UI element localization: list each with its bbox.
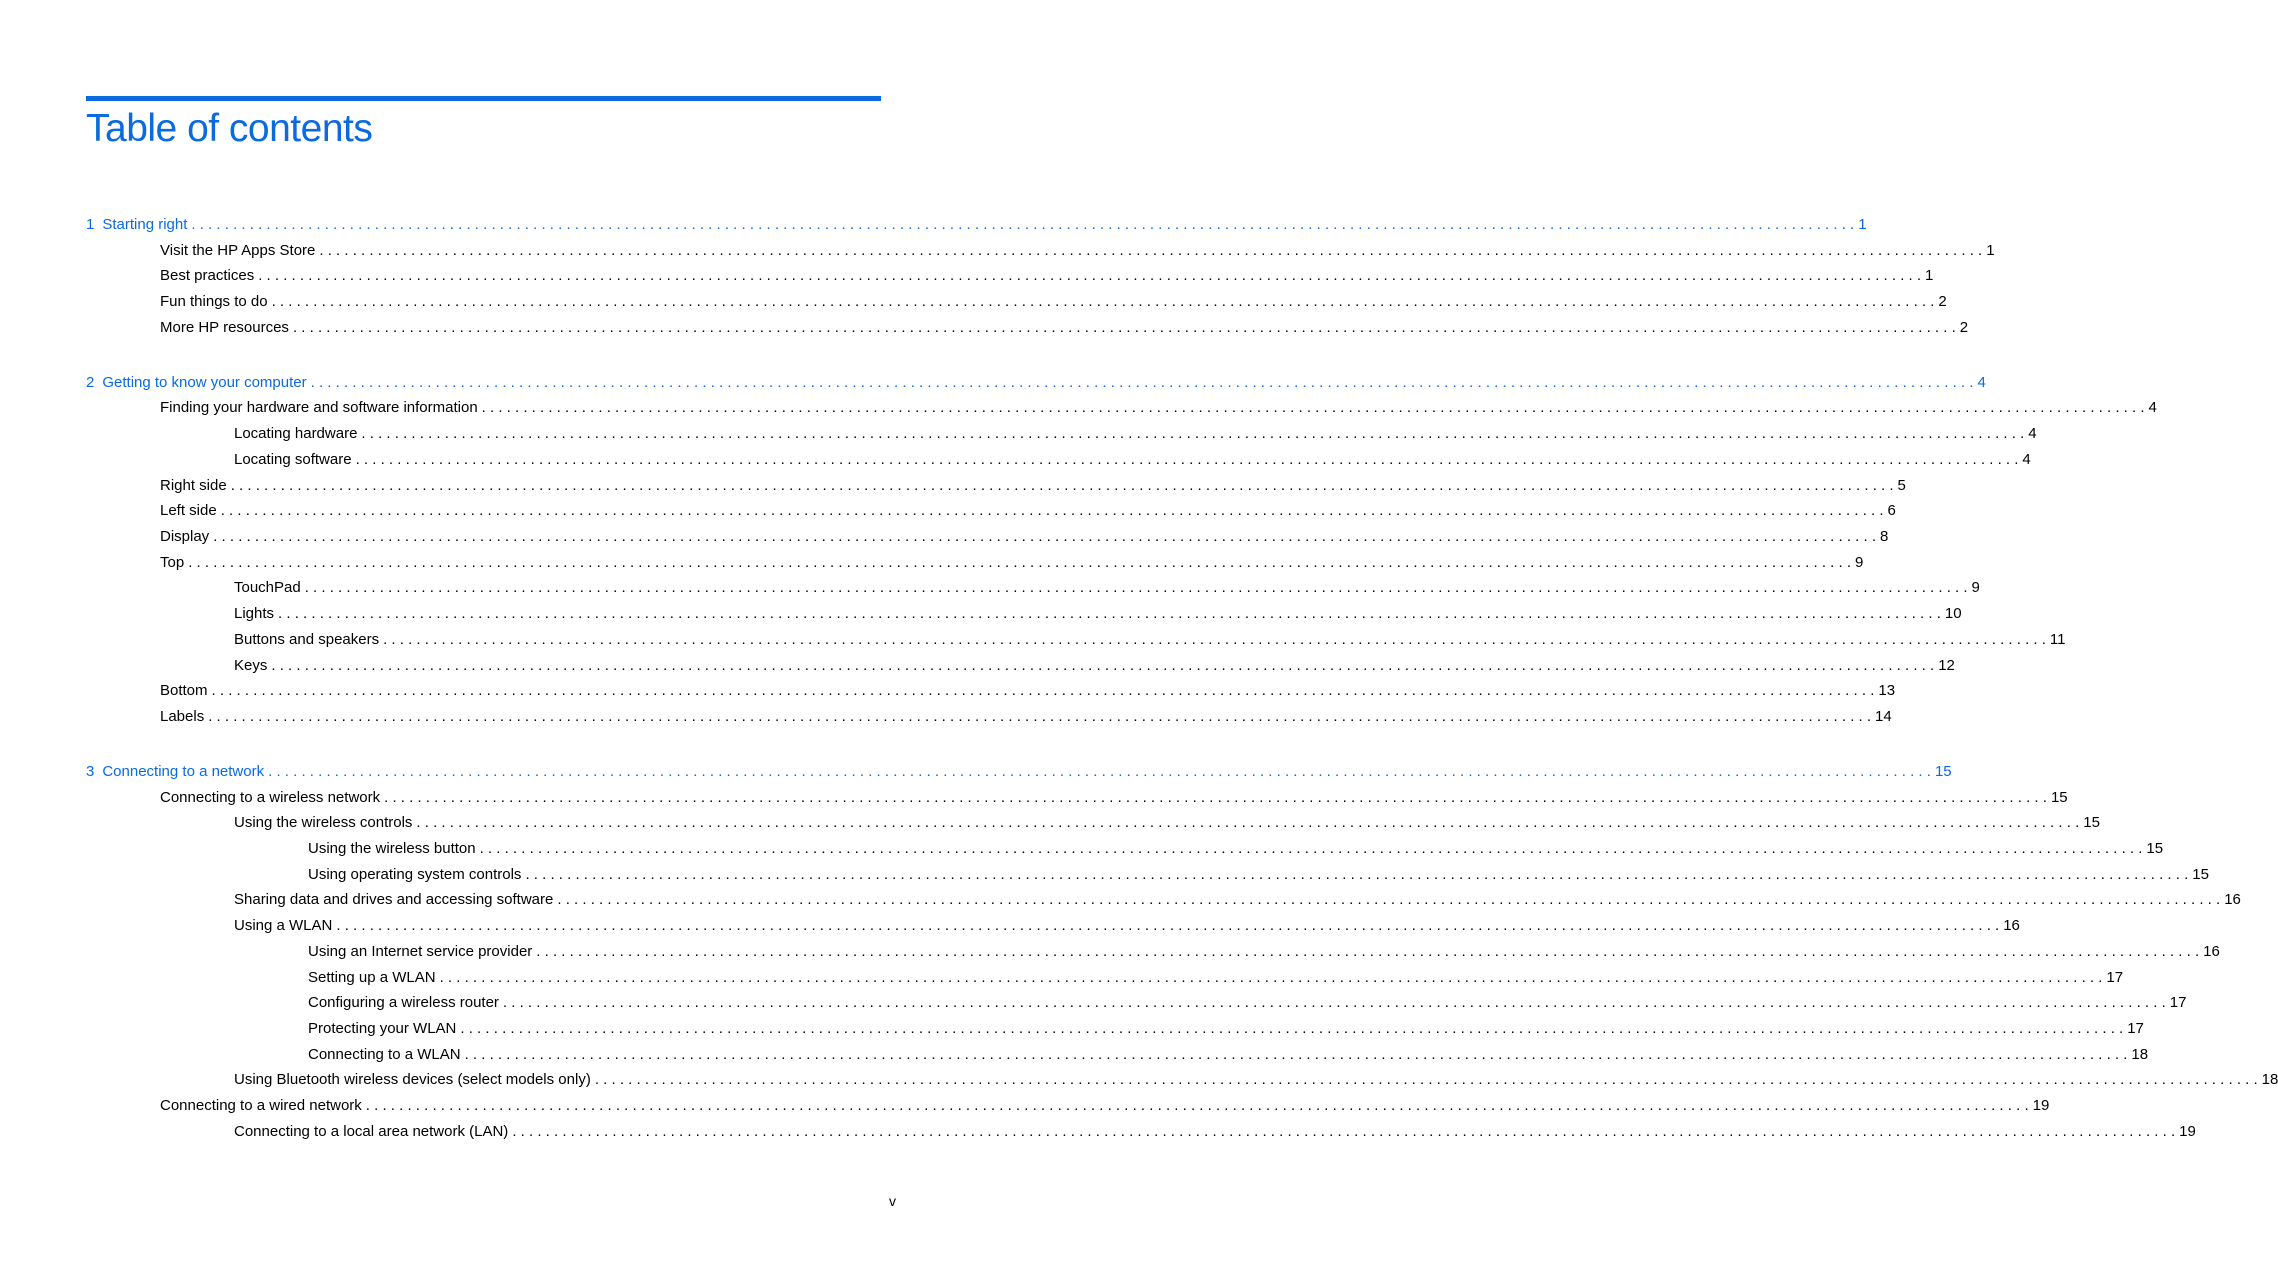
toc-entry[interactable] (234, 653, 1955, 675)
dot-leader: . . . . . . . . . . . . . . . . . . . . . . . . . . . . . . . . . . . . . . . . . . . . . . . . . . . . . . . . . . . . . . . . . . . . . . . . . . . . . . . . . . . . . . . . . . . . . . . . . . . . . . . . . . . . . . . . . . . . . . . . . . . . . . . . . . . . . . . . . . . . . . . . . . . . . . . . . . . . . . . . . . . . . . . . . . . . . . . . . . . . . . . . . . . . . . . . . . . . . . . . (557, 891, 2221, 908)
dot-leader: . . . . . . . . . . . . . . . . . . . . . . . . . . . . . . . . . . . . . . . . . . . . . . . . . . . . . . . . . . . . . . . . . . . . . . . . . . . . . . . . . . . . . . . . . . . . . . . . . . . . . . . . . . . . . . . . . . . . . . . . . . . . . . . . . . . . . . . . . . . . . . . . . . . . . . . . . . . . . . . . . . . . . . . . . . . . . . . . . . . . . . . . . . . . . . . . . . . . . . . . (594, 1071, 2258, 1088)
toc-entry-title: Labels (160, 708, 205, 725)
toc-entry[interactable] (308, 836, 2164, 858)
toc-entry[interactable] (160, 395, 2157, 417)
toc-entry-title: Configuring a wireless router (308, 994, 499, 1011)
toc-entry-title: Best practices (160, 267, 255, 284)
toc-entry-title: Connecting to a local area network (LAN) (234, 1123, 509, 1140)
toc-entry-page: 19 (2032, 1097, 2050, 1114)
toc-entry-title: Bottom (160, 682, 208, 699)
toc-entry[interactable] (160, 473, 1906, 495)
toc-entry-page: 10 (1944, 605, 1962, 622)
toc-entry-page: 14 (1875, 708, 1892, 725)
dot-leader: . . . . . . . . . . . . . . . . . . . . . . . . . . . . . . . . . . . . . . . . . . . . . . . . . . . . . . . . . . . . . . . . . . . . . . . . . . . . . . . . . . . . . . . . . . . . . . . . . . . . . . . . . . . . . . . . . . . . . . . . . . . . . . . . . . . . . . . . . . . . . . . . . . . . . . . . . . . . . . . . . . . . . . . . . . . . . . . . . . . . . . . . . . . . . . . . . . . . . . . . (479, 840, 2143, 857)
dot-leader: . . . . . . . . . . . . . . . . . . . . . . . . . . . . . . . . . . . . . . . . . . . . . . . . . . . . . . . . . . . . . . . . . . . . . . . . . . . . . . . . . . . . . . . . . . . . . . . . . . . . . . . . . . . . . . . . . . . . . . . . . . . . . . . . . . . . . . . . . . . . . . . . . . . . . . . . . . . . . . . . . . . . . . . . . . . . . . . . . . . . . . . . . . . . . . . . . . . . . . . . (383, 631, 2046, 648)
dot-leader: . . . . . . . . . . . . . . . . . . . . . . . . . . . . . . . . . . . . . . . . . . . . . . . . . . . . . . . . . . . . . . . . . . . . . . . . . . . . . . . . . . . . . . . . . . . . . . . . . . . . . . . . . . . . . . . . . . . . . . . . . . . . . . . . . . . . . . . . . . . . . . . . . . . . . . . . . . . . . . . . . . . . . . . . . . . . . . . . . . . . . . . . . . . . . . . . . . . . . . . . (361, 425, 2025, 442)
toc-chapter-number: 1 (86, 216, 95, 233)
toc-entry-title: Locating software (234, 451, 352, 468)
toc-entry-page: 16 (2203, 943, 2220, 960)
dot-leader: . . . . . . . . . . . . . . . . . . . . . . . . . . . . . . . . . . . . . . . . . . . . . . . . . . . . . . . . . . . . . . . . . . . . . . . . . . . . . . . . . . . . . . . . . . . . . . . . . . . . . . . . . . . . . . . . . . . . . . . . . . . . . . . . . . . . . . . . . . . . . . . . . . . . . . . . . . . . . . . . . . . . . . . . . . . . . . . . . . . . . . . . . . . . . . . . . . . . . . . . (208, 708, 1872, 725)
toc-entry[interactable] (160, 498, 1896, 520)
toc-entry[interactable] (308, 1042, 2149, 1064)
toc-entry[interactable] (308, 990, 2187, 1012)
toc-entry-page: 5 (1897, 477, 1906, 494)
toc-entry-title: Using a WLAN (234, 917, 333, 934)
toc-entry-page: 4 (1977, 374, 1986, 391)
dot-leader: . . . . . . . . . . . . . . . . . . . . . . . . . . . . . . . . . . . . . . . . . . . . . . . . . . . . . . . . . . . . . . . . . . . . . . . . . . . . . . . . . . . . . . . . . . . . . . . . . . . . . . . . . . . . . . . . . . . . . . . . . . . . . . . . . . . . . . . . . . . . . . . . . . . . . . . . . . . . . . . . . . . . . . . . . . . . . . . . . . . . . . . . . . . . . . . . . . . . . . . . (211, 682, 1875, 699)
toc-entry-title: Sharing data and drives and accessing software (234, 891, 554, 908)
toc-entry-page: 1 (1925, 267, 1934, 284)
dot-leader: . . . . . . . . . . . . . . . . . . . . . . . . . . . . . . . . . . . . . . . . . . . . . . . . . . . . . . . . . . . . . . . . . . . . . . . . . . . . . . . . . . . . . . . . . . . . . . . . . . . . . . . . . . . . . . . . . . . . . . . . . . . . . . . . . . . . . . . . . . . . . . . . . . . . . . . . . . . . . . . . . . . . . . . . . . . . . . . . . . . . . . . . . . . . . . . . . . . . . . . . (271, 657, 1935, 674)
dot-leader: . . . . . . . . . . . . . . . . . . . . . . . . . . . . . . . . . . . . . . . . . . . . . . . . . . . . . . . . . . . . . . . . . . . . . . . . . . . . . . . . . . . . . . . . . . . . . . . . . . . . . . . . . . . . . . . . . . . . . . . . . . . . . . . . . . . . . . . . . . . . . . . . . . . . . . . . . . . . . . . . . . . . . . . . . . . . . . . . . . . . . . . . . . . . . . . . . . . . . . . . (502, 994, 2166, 1011)
dot-leader: . . . . . . . . . . . . . . . . . . . . . . . . . . . . . . . . . . . . . . . . . . . . . . . . . . . . . . . . . . . . . . . . . . . . . . . . . . . . . . . . . . . . . . . . . . . . . . . . . . . . . . . . . . . . . . . . . . . . . . . . . . . . . . . . . . . . . . . . . . . . . . . . . . . . . . . . . . . . . . . . . . . . . . . . . . . . . . . . . . . . . . . . . . . . . . . . . . . . . . . . (319, 242, 1983, 259)
toc-entry[interactable] (234, 421, 2037, 443)
toc-entry-title: Top (160, 554, 185, 571)
toc-entry[interactable] (234, 887, 2241, 909)
toc-entry-page: 15 (2083, 814, 2100, 831)
toc-chapter-entry[interactable] (86, 212, 1867, 234)
toc-entry-title: Left side (160, 502, 217, 519)
toc-entry-page: 9 (1971, 579, 1980, 596)
toc-entry[interactable] (234, 810, 2100, 832)
dot-leader: . . . . . . . . . . . . . . . . . . . . . . . . . . . . . . . . . . . . . . . . . . . . . . . . . . . . . . . . . . . . . . . . . . . . . . . . . . . . . . . . . . . . . . . . . . . . . . . . . . . . . . . . . . . . . . . . . . . . . . . . . . . . . . . . . . . . . . . . . . . . . . . . . . . . . . . . . . . . . . . . . . . . . . . . . . . . . . . . . . . . . . . . . . . . . . . . . . . . . . . . (460, 1020, 2124, 1037)
toc-entry-page: 1 (1858, 216, 1867, 233)
toc-entry[interactable] (308, 862, 2209, 884)
toc-entry-title: Starting right (102, 216, 188, 233)
toc-entry[interactable] (234, 575, 1980, 597)
toc-entry[interactable] (160, 785, 2068, 807)
dot-leader: . . . . . . . . . . . . . . . . . . . . . . . . . . . . . . . . . . . . . . . . . . . . . . . . . . . . . . . . . . . . . . . . . . . . . . . . . . . . . . . . . . . . . . . . . . . . . . . . . . . . . . . . . . . . . . . . . . . . . . . . . . . . . . . . . . . . . . . . . . . . . . . . . . . . . . . . . . . . . . . . . . . . . . . . . . . . . . . . . . . . . . . . . . . . . . . . . . . . . . . . (481, 399, 2145, 416)
toc-entry-title: Buttons and speakers (234, 631, 380, 648)
dot-leader: . . . . . . . . . . . . . . . . . . . . . . . . . . . . . . . . . . . . . . . . . . . . . . . . . . . . . . . . . . . . . . . . . . . . . . . . . . . . . . . . . . . . . . . . . . . . . . . . . . . . . . . . . . . . . . . . . . . . . . . . . . . . . . . . . . . . . . . . . . . . . . . . . . . . . . . . . . . . . . . . . . . . . . . . . . . . . . . . . . . . . . . . . . . . . . . . . . . . . . . . (191, 216, 1855, 233)
toc-entry-title: Connecting to a wired network (160, 1097, 362, 1114)
toc-chapter-entry[interactable] (86, 370, 1986, 392)
dot-leader: . . . . . . . . . . . . . . . . . . . . . . . . . . . . . . . . . . . . . . . . . . . . . . . . . . . . . . . . . . . . . . . . . . . . . . . . . . . . . . . . . . . . . . . . . . . . . . . . . . . . . . . . . . . . . . . . . . . . . . . . . . . . . . . . . . . . . . . . . . . . . . . . . . . . . . . . . . . . . . . . . . . . . . . . . . . . . . . . . . . . . . . . . . . . . . . . . . . . . . . . (304, 579, 1968, 596)
toc-chapter-entry[interactable] (86, 759, 1952, 781)
toc-entry-page: 17 (2127, 1020, 2144, 1037)
toc-entry-title: Using an Internet service provider (308, 943, 533, 960)
toc-entry[interactable] (234, 627, 2066, 649)
toc-entry[interactable] (234, 1067, 2278, 1089)
dot-leader: . . . . . . . . . . . . . . . . . . . . . . . . . . . . . . . . . . . . . . . . . . . . . . . . . . . . . . . . . . . . . . . . . . . . . . . . . . . . . . . . . . . . . . . . . . . . . . . . . . . . . . . . . . . . . . . . . . . . . . . . . . . . . . . . . . . . . . . . . . . . . . . . . . . . . . . . . . . . . . . . . . . . . . . . . . . . . . . . . . . . . . . . . . . . . . . . . . . . . . . . (220, 502, 1884, 519)
dot-leader: . . . . . . . . . . . . . . . . . . . . . . . . . . . . . . . . . . . . . . . . . . . . . . . . . . . . . . . . . . . . . . . . . . . . . . . . . . . . . . . . . . . . . . . . . . . . . . . . . . . . . . . . . . . . . . . . . . . . . . . . . . . . . . . . . . . . . . . . . . . . . . . . . . . . . . . . . . . . . . . . . . . . . . . . . . . . . . . . . . . . . . . . . . . . . . . . . . . . . . . . (464, 1046, 2128, 1063)
toc-entry-page: 4 (2028, 425, 2037, 442)
toc-entry-page: 18 (2131, 1046, 2149, 1063)
toc-entry-title: More HP resources (160, 319, 289, 336)
dot-leader: . . . . . . . . . . . . . . . . . . . . . . . . . . . . . . . . . . . . . . . . . . . . . . . . . . . . . . . . . . . . . . . . . . . . . . . . . . . . . . . . . . . . . . . . . . . . . . . . . . . . . . . . . . . . . . . . . . . . . . . . . . . . . . . . . . . . . . . . . . . . . . . . . . . . . . . . . . . . . . . . . . . . . . . . . . . . . . . . . . . . . . . . . . . . . . . . . . . . . . . . (271, 293, 1935, 310)
toc-entry-title: Using the wireless controls (234, 814, 413, 831)
toc-entry[interactable] (234, 601, 1962, 623)
toc-entry[interactable] (160, 1093, 2050, 1115)
toc-entry[interactable] (160, 238, 1995, 260)
toc-entry[interactable] (308, 939, 2220, 961)
page-title: Table of contents (86, 107, 373, 150)
toc-entry-page: 2 (1938, 293, 1947, 310)
toc-entry-page: 4 (2022, 451, 2031, 468)
toc-entry-page: 9 (1855, 554, 1864, 571)
toc-entry-title: Lights (234, 605, 275, 622)
toc-entry-title: Visit the HP Apps Store (160, 242, 316, 259)
dot-leader: . . . . . . . . . . . . . . . . . . . . . . . . . . . . . . . . . . . . . . . . . . . . . . . . . . . . . . . . . . . . . . . . . . . . . . . . . . . . . . . . . . . . . . . . . . . . . . . . . . . . . . . . . . . . . . . . . . . . . . . . . . . . . . . . . . . . . . . . . . . . . . . . . . . . . . . . . . . . . . . . . . . . . . . . . . . . . . . . . . . . . . . . . . . . . . . . . . . . . . . . (365, 1097, 2029, 1114)
toc-entry-page: 15 (2192, 866, 2209, 883)
toc-entry-page: 19 (2179, 1123, 2196, 1140)
dot-leader: . . . . . . . . . . . . . . . . . . . . . . . . . . . . . . . . . . . . . . . . . . . . . . . . . . . . . . . . . . . . . . . . . . . . . . . . . . . . . . . . . . . . . . . . . . . . . . . . . . . . . . . . . . . . . . . . . . . . . . . . . . . . . . . . . . . . . . . . . . . . . . . . . . . . . . . . . . . . . . . . . . . . . . . . . . . . . . . . . . . . . . . . . . . . . . . . . . . . . . . . (213, 528, 1877, 545)
toc-entry-title: Connecting to a wireless network (160, 789, 381, 806)
toc-entry-page: 13 (1878, 682, 1896, 699)
toc-entry-page: 4 (2148, 399, 2157, 416)
toc-entry-page: 6 (1887, 502, 1896, 519)
toc-entry-title: Protecting your WLAN (308, 1020, 457, 1037)
dot-leader: . . . . . . . . . . . . . . . . . . . . . . . . . . . . . . . . . . . . . . . . . . . . . . . . . . . . . . . . . . . . . . . . . . . . . . . . . . . . . . . . . . . . . . . . . . . . . . . . . . . . . . . . . . . . . . . . . . . . . . . . . . . . . . . . . . . . . . . . . . . . . . . . . . . . . . . . . . . . . . . . . . . . . . . . . . . . . . . . . . . . . . . . . . . . . . . . . . . . . . . . (536, 943, 2200, 960)
toc-entry-title: Display (160, 528, 210, 545)
toc-entry-title: TouchPad (234, 579, 301, 596)
dot-leader: . . . . . . . . . . . . . . . . . . . . . . . . . . . . . . . . . . . . . . . . . . . . . . . . . . . . . . . . . . . . . . . . . . . . . . . . . . . . . . . . . . . . . . . . . . . . . . . . . . . . . . . . . . . . . . . . . . . . . . . . . . . . . . . . . . . . . . . . . . . . . . . . . . . . . . . . . . . . . . . . . . . . . . . . . . . . . . . . . . . . . . . . . . . . . . . . . . . . . . . . (278, 605, 1941, 622)
dot-leader: . . . . . . . . . . . . . . . . . . . . . . . . . . . . . . . . . . . . . . . . . . . . . . . . . . . . . . . . . . . . . . . . . . . . . . . . . . . . . . . . . . . . . . . . . . . . . . . . . . . . . . . . . . . . . . . . . . . . . . . . . . . . . . . . . . . . . . . . . . . . . . . . . . . . . . . . . . . . . . . . . . . . . . . . . . . . . . . . . . . . . . . . . . . . . . . . . . . . . . . . (258, 267, 1922, 284)
toc-entry-page: 15 (2050, 789, 2068, 806)
toc-entry-page: 15 (2146, 840, 2164, 857)
toc-entry[interactable] (234, 1119, 2196, 1141)
toc-entry-page: 16 (2224, 891, 2241, 908)
toc-entry-title: Using operating system controls (308, 866, 522, 883)
toc-entry[interactable] (308, 965, 2124, 987)
toc-entry[interactable] (160, 289, 1947, 311)
toc-entry-page: 17 (2169, 994, 2187, 1011)
dot-leader: . . . . . . . . . . . . . . . . . . . . . . . . . . . . . . . . . . . . . . . . . . . . . . . . . . . . . . . . . . . . . . . . . . . . . . . . . . . . . . . . . . . . . . . . . . . . . . . . . . . . . . . . . . . . . . . . . . . . . . . . . . . . . . . . . . . . . . . . . . . . . . . . . . . . . . . . . . . . . . . . . . . . . . . . . . . . . . . . . . . . . . . . . . . . . . . . . . . . . . . . (292, 319, 1956, 336)
toc-entry-page: 1 (1986, 242, 1995, 259)
toc-entry-title: Getting to know your computer (102, 374, 307, 391)
toc-entry[interactable] (308, 1016, 2144, 1038)
toc-entry[interactable] (234, 913, 2020, 935)
dot-leader: . . . . . . . . . . . . . . . . . . . . . . . . . . . . . . . . . . . . . . . . . . . . . . . . . . . . . . . . . . . . . . . . . . . . . . . . . . . . . . . . . . . . . . . . . . . . . . . . . . . . . . . . . . . . . . . . . . . . . . . . . . . . . . . . . . . . . . . . . . . . . . . . . . . . . . . . . . . . . . . . . . . . . . . . . . . . . . . . . . . . . . . . . . . . . . . . . . . . . . . . (512, 1123, 2176, 1140)
page-number: v (889, 1193, 896, 1209)
toc-entry-page: 8 (1880, 528, 1889, 545)
toc-entry[interactable] (160, 315, 1969, 337)
toc-entry-title: Setting up a WLAN (308, 969, 436, 986)
toc-entry[interactable] (160, 263, 1934, 285)
toc-entry-title: Using the wireless button (308, 840, 476, 857)
toc-entry-title: Fun things to do (160, 293, 268, 310)
dot-leader: . . . . . . . . . . . . . . . . . . . . . . . . . . . . . . . . . . . . . . . . . . . . . . . . . . . . . . . . . . . . . . . . . . . . . . . . . . . . . . . . . . . . . . . . . . . . . . . . . . . . . . . . . . . . . . . . . . . . . . . . . . . . . . . . . . . . . . . . . . . . . . . . . . . . . . . . . . . . . . . . . . . . . . . . . . . . . . . . . . . . . . . . . . . . . . . . . . . . . . . . (384, 789, 2047, 806)
toc-entry-page: 11 (2049, 631, 2066, 648)
dot-leader: . . . . . . . . . . . . . . . . . . . . . . . . . . . . . . . . . . . . . . . . . . . . . . . . . . . . . . . . . . . . . . . . . . . . . . . . . . . . . . . . . . . . . . . . . . . . . . . . . . . . . . . . . . . . . . . . . . . . . . . . . . . . . . . . . . . . . . . . . . . . . . . . . . . . . . . . . . . . . . . . . . . . . . . . . . . . . . . . . . . . . . . . . . . . . . . . . . . . . . . . (525, 866, 2189, 883)
toc-entry-page: 15 (1934, 763, 1952, 780)
toc-entry-page: 16 (2003, 917, 2020, 934)
toc-entry-page: 12 (1938, 657, 1955, 674)
toc-entry-title: Locating hardware (234, 425, 358, 442)
toc-chapter-number: 3 (86, 763, 95, 780)
toc-entry-title: Connecting to a WLAN (308, 1046, 461, 1063)
dot-leader: . . . . . . . . . . . . . . . . . . . . . . . . . . . . . . . . . . . . . . . . . . . . . . . . . . . . . . . . . . . . . . . . . . . . . . . . . . . . . . . . . . . . . . . . . . . . . . . . . . . . . . . . . . . . . . . . . . . . . . . . . . . . . . . . . . . . . . . . . . . . . . . . . . . . . . . . . . . . . . . . . . . . . . . . . . . . . . . . . . . . . . . . . . . . . . . . . . . . . . . . (355, 451, 2019, 468)
dot-leader: . . . . . . . . . . . . . . . . . . . . . . . . . . . . . . . . . . . . . . . . . . . . . . . . . . . . . . . . . . . . . . . . . . . . . . . . . . . . . . . . . . . . . . . . . . . . . . . . . . . . . . . . . . . . . . . . . . . . . . . . . . . . . . . . . . . . . . . . . . . . . . . . . . . . . . . . . . . . . . . . . . . . . . . . . . . . . . . . . . . . . . . . . . . . . . . . . . . . . . . . (439, 969, 2103, 986)
toc-entry-title: Using Bluetooth wireless devices (select models only) (234, 1071, 591, 1088)
dot-leader: . . . . . . . . . . . . . . . . . . . . . . . . . . . . . . . . . . . . . . . . . . . . . . . . . . . . . . . . . . . . . . . . . . . . . . . . . . . . . . . . . . . . . . . . . . . . . . . . . . . . . . . . . . . . . . . . . . . . . . . . . . . . . . . . . . . . . . . . . . . . . . . . . . . . . . . . . . . . . . . . . . . . . . . . . . . . . . . . . . . . . . . . . . . . . . . . . . . . . . . . (336, 917, 2000, 934)
dot-leader: . . . . . . . . . . . . . . . . . . . . . . . . . . . . . . . . . . . . . . . . . . . . . . . . . . . . . . . . . . . . . . . . . . . . . . . . . . . . . . . . . . . . . . . . . . . . . . . . . . . . . . . . . . . . . . . . . . . . . . . . . . . . . . . . . . . . . . . . . . . . . . . . . . . . . . . . . . . . . . . . . . . . . . . . . . . . . . . . . . . . . . . . . . . . . . . . . . . . . . . . (310, 374, 1974, 391)
toc-entry[interactable] (234, 447, 2031, 469)
dot-leader: . . . . . . . . . . . . . . . . . . . . . . . . . . . . . . . . . . . . . . . . . . . . . . . . . . . . . . . . . . . . . . . . . . . . . . . . . . . . . . . . . . . . . . . . . . . . . . . . . . . . . . . . . . . . . . . . . . . . . . . . . . . . . . . . . . . . . . . . . . . . . . . . . . . . . . . . . . . . . . . . . . . . . . . . . . . . . . . . . . . . . . . . . . . . . . . . . . . . . . . . (268, 763, 1931, 780)
toc-chapter-number: 2 (86, 374, 95, 391)
toc-entry-page: 2 (1959, 319, 1969, 336)
toc-entry-title: Connecting to a network (102, 763, 265, 780)
toc-entry[interactable] (160, 524, 1889, 546)
toc-entry-title: Right side (160, 477, 227, 494)
toc-entry[interactable] (160, 678, 1896, 700)
toc-entry-title: Keys (234, 657, 268, 674)
dot-leader: . . . . . . . . . . . . . . . . . . . . . . . . . . . . . . . . . . . . . . . . . . . . . . . . . . . . . . . . . . . . . . . . . . . . . . . . . . . . . . . . . . . . . . . . . . . . . . . . . . . . . . . . . . . . . . . . . . . . . . . . . . . . . . . . . . . . . . . . . . . . . . . . . . . . . . . . . . . . . . . . . . . . . . . . . . . . . . . . . . . . . . . . . . . . . . . . . . . . . . . . (230, 477, 1894, 494)
toc-entry-page: 18 (2261, 1071, 2278, 1088)
toc-entry[interactable] (160, 704, 1892, 726)
dot-leader: . . . . . . . . . . . . . . . . . . . . . . . . . . . . . . . . . . . . . . . . . . . . . . . . . . . . . . . . . . . . . . . . . . . . . . . . . . . . . . . . . . . . . . . . . . . . . . . . . . . . . . . . . . . . . . . . . . . . . . . . . . . . . . . . . . . . . . . . . . . . . . . . . . . . . . . . . . . . . . . . . . . . . . . . . . . . . . . . . . . . . . . . . . . . . . . . . . . . . . . . (188, 554, 1852, 571)
dot-leader: . . . . . . . . . . . . . . . . . . . . . . . . . . . . . . . . . . . . . . . . . . . . . . . . . . . . . . . . . . . . . . . . . . . . . . . . . . . . . . . . . . . . . . . . . . . . . . . . . . . . . . . . . . . . . . . . . . . . . . . . . . . . . . . . . . . . . . . . . . . . . . . . . . . . . . . . . . . . . . . . . . . . . . . . . . . . . . . . . . . . . . . . . . . . . . . . . . . . . . . . (416, 814, 2080, 831)
toc-entry-page: 17 (2106, 969, 2124, 986)
toc-entry-title: Finding your hardware and software information (160, 399, 478, 416)
toc-entry[interactable] (160, 550, 1864, 572)
